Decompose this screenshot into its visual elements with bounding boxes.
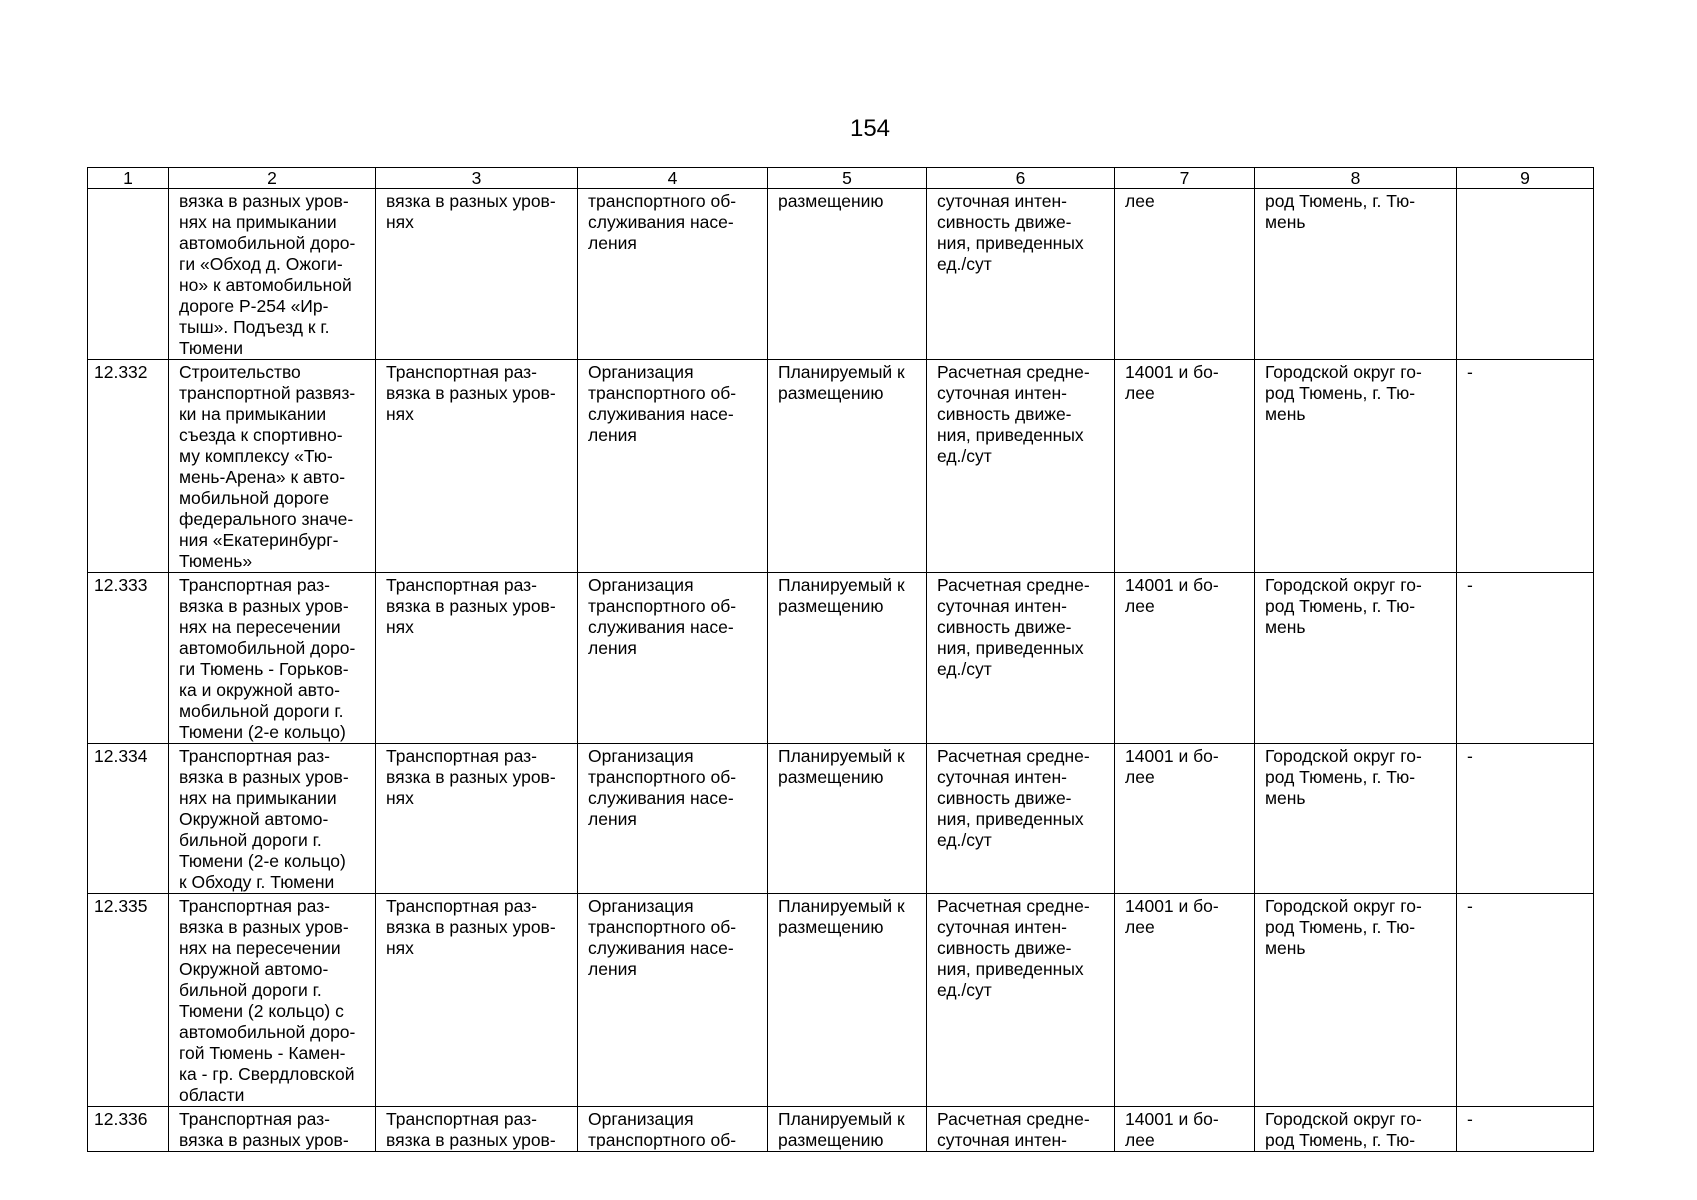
cell-text: 14001 и бо- лее bbox=[1125, 896, 1219, 937]
cell-text: - bbox=[1467, 896, 1473, 916]
cell-text: Транспортная раз- вязка в разных уров- нях bbox=[386, 746, 556, 808]
cell-text: 12.334 bbox=[94, 746, 148, 766]
cell-text: Расчетная средне- суточная интен- bbox=[937, 1109, 1090, 1150]
cell-text: Организация транспортного об- служивания насе- ления bbox=[588, 575, 737, 658]
table-cell-value bbox=[1115, 1107, 1255, 1152]
cell-text: Расчетная средне- суточная интен- сивность движе- ния, приведенных ед./сут bbox=[937, 362, 1090, 466]
table-row bbox=[88, 894, 1594, 1107]
table-row bbox=[88, 1107, 1594, 1152]
cell-text: Расчетная средне- суточная интен- сивность движе- ния, приведенных ед./сут bbox=[937, 746, 1090, 850]
cell-text: - bbox=[1467, 575, 1473, 595]
cell-text: 12.333 bbox=[94, 575, 148, 595]
cell-text: Планируемый к размещению bbox=[778, 746, 905, 787]
cell-text: 12.335 bbox=[94, 896, 148, 916]
table-cell-value bbox=[1115, 360, 1255, 573]
table-cell-zone bbox=[1457, 189, 1594, 360]
cell-text: вязка в разных уров- нях bbox=[386, 191, 556, 232]
table-cell-type bbox=[376, 1107, 578, 1152]
cell-text: Городской округ го- род Тюмень, г. Тю- мень bbox=[1265, 896, 1422, 958]
table-row bbox=[88, 189, 1594, 360]
column-header-7: 7 bbox=[1115, 168, 1255, 189]
cell-text: лее bbox=[1125, 191, 1155, 211]
column-header-1: 1 bbox=[88, 168, 169, 189]
cell-text: 12.332 bbox=[94, 362, 148, 382]
table-cell-purpose bbox=[578, 1107, 768, 1152]
column-header-9: 9 bbox=[1457, 168, 1594, 189]
table-cell-number bbox=[88, 573, 169, 744]
table-cell-characteristic bbox=[927, 744, 1115, 894]
table-cell-characteristic bbox=[927, 894, 1115, 1107]
table-cell-value bbox=[1115, 894, 1255, 1107]
table-cell-zone bbox=[1457, 894, 1594, 1107]
cell-text: род Тюмень, г. Тю- мень bbox=[1265, 191, 1416, 232]
table-cell-purpose bbox=[578, 894, 768, 1107]
cell-text: Организация транспортного об- bbox=[588, 1109, 737, 1150]
cell-text: Организация транспортного об- служивания насе- ления bbox=[588, 746, 737, 829]
table-cell-location bbox=[1255, 1107, 1457, 1152]
data-table bbox=[87, 167, 1594, 1152]
cell-text: Расчетная средне- суточная интен- сивность движе- ния, приведенных ед./сут bbox=[937, 575, 1090, 679]
table-cell-name bbox=[169, 1107, 376, 1152]
cell-text: Городской округ го- род Тюмень, г. Тю- мень bbox=[1265, 575, 1422, 637]
table-cell-characteristic bbox=[927, 360, 1115, 573]
table-cell-purpose bbox=[578, 744, 768, 894]
table-cell-name bbox=[169, 360, 376, 573]
table-cell-value bbox=[1115, 744, 1255, 894]
cell-text: 14001 и бо- лее bbox=[1125, 575, 1219, 616]
page-number: 154 bbox=[849, 115, 891, 142]
cell-text: 14001 и бо- лее bbox=[1125, 746, 1219, 787]
cell-text: Городской округ го- род Тюмень, г. Тю- bbox=[1265, 1109, 1422, 1150]
cell-text: Планируемый к размещению bbox=[778, 1109, 905, 1150]
cell-text: Транспортная раз- вязка в разных уров- нях bbox=[386, 362, 556, 424]
table-cell-status bbox=[768, 894, 927, 1107]
table-cell-location bbox=[1255, 360, 1457, 573]
cell-text: - bbox=[1467, 1109, 1473, 1129]
table-cell-location bbox=[1255, 573, 1457, 744]
table-cell-location bbox=[1255, 744, 1457, 894]
header-row bbox=[88, 168, 1594, 189]
cell-text: - bbox=[1467, 746, 1473, 766]
column-header-5: 5 bbox=[768, 168, 927, 189]
cell-text: Городской округ го- род Тюмень, г. Тю- мень bbox=[1265, 362, 1422, 424]
table-cell-status bbox=[768, 360, 927, 573]
table-row bbox=[88, 573, 1594, 744]
cell-text: Транспортная раз- вязка в разных уров- нях на пересечении Окружной автомо- бильной дороги г. Тюмени (2 кольцо) с автомобильной доро- гой Тюмень - Камен- ка - гр. Свердловской области bbox=[179, 896, 356, 1105]
cell-text: Планируемый к размещению bbox=[778, 575, 905, 616]
table-cell-name bbox=[169, 189, 376, 360]
table-cell-zone bbox=[1457, 744, 1594, 894]
table-cell-type bbox=[376, 189, 578, 360]
cell-text: 14001 и бо- лее bbox=[1125, 1109, 1219, 1150]
table-cell-value bbox=[1115, 573, 1255, 744]
table-cell-status bbox=[768, 744, 927, 894]
cell-text: Планируемый к размещению bbox=[778, 896, 905, 937]
table-cell-location bbox=[1255, 894, 1457, 1107]
table-cell-type bbox=[376, 894, 578, 1107]
cell-text: Транспортная раз- вязка в разных уров- bbox=[179, 1109, 349, 1150]
cell-text: Городской округ го- род Тюмень, г. Тю- мень bbox=[1265, 746, 1422, 808]
cell-text: Транспортная раз- вязка в разных уров- нях на пересечении автомобильной доро- ги Тюмень - Горьков- ка и окружной авто- мобильной дороги г. Тюмени (2-е кольцо) bbox=[179, 575, 356, 742]
table-cell-purpose bbox=[578, 573, 768, 744]
table-cell-characteristic bbox=[927, 573, 1115, 744]
cell-text: Транспортная раз- вязка в разных уров- bbox=[386, 1109, 556, 1150]
table-cell-zone bbox=[1457, 1107, 1594, 1152]
column-header-6: 6 bbox=[927, 168, 1115, 189]
table-cell-purpose bbox=[578, 189, 768, 360]
cell-text: суточная интен- сивность движе- ния, приведенных ед./сут bbox=[937, 191, 1084, 274]
table-cell-zone bbox=[1457, 360, 1594, 573]
table-cell-number bbox=[88, 360, 169, 573]
cell-text: транспортного об- служивания насе- ления bbox=[588, 191, 737, 253]
column-header-3: 3 bbox=[376, 168, 578, 189]
table-cell-location bbox=[1255, 189, 1457, 360]
table-cell-type bbox=[376, 573, 578, 744]
cell-text: Организация транспортного об- служивания насе- ления bbox=[588, 362, 737, 445]
cell-text: Транспортная раз- вязка в разных уров- нях на примыкании Окружной автомо- бильной дороги г. Тюмени (2-е кольцо) к Обходу г. Тюмени bbox=[179, 746, 349, 892]
column-header-2: 2 bbox=[169, 168, 376, 189]
cell-text: Планируемый к размещению bbox=[778, 362, 905, 403]
table-row bbox=[88, 360, 1594, 573]
column-header-8: 8 bbox=[1255, 168, 1457, 189]
table-cell-status bbox=[768, 189, 927, 360]
table-cell-name bbox=[169, 744, 376, 894]
cell-text: Транспортная раз- вязка в разных уров- нях bbox=[386, 896, 556, 958]
table-cell-number bbox=[88, 189, 169, 360]
cell-text: Расчетная средне- суточная интен- сивность движе- ния, приведенных ед./сут bbox=[937, 896, 1090, 1000]
cell-text: Транспортная раз- вязка в разных уров- нях bbox=[386, 575, 556, 637]
table-cell-value bbox=[1115, 189, 1255, 360]
cell-text: - bbox=[1467, 362, 1473, 382]
table-cell-characteristic bbox=[927, 1107, 1115, 1152]
table-cell-name bbox=[169, 573, 376, 744]
table-cell-status bbox=[768, 1107, 927, 1152]
table-cell-type bbox=[376, 360, 578, 573]
table-cell-purpose bbox=[578, 360, 768, 573]
table-cell-type bbox=[376, 744, 578, 894]
cell-text: 14001 и бо- лее bbox=[1125, 362, 1219, 403]
cell-text: 12.336 bbox=[94, 1109, 148, 1129]
cell-text: Строительство транспортной развяз- ки на примыкании съезда к спортивно- му комплексу «Тю- мень-Арена» к авто- мобильной дороге федерального значе- ния «Екатеринбург- Тюмень» bbox=[179, 362, 356, 571]
table-cell-number bbox=[88, 1107, 169, 1152]
cell-text: Организация транспортного об- служивания насе- ления bbox=[588, 896, 737, 979]
table-cell-number bbox=[88, 744, 169, 894]
table-cell-characteristic bbox=[927, 189, 1115, 360]
column-header-4: 4 bbox=[578, 168, 768, 189]
table-cell-number bbox=[88, 894, 169, 1107]
cell-text: вязка в разных уров- нях на примыкании автомобильной доро- ги «Обход д. Ожоги- но» к автомобильной дороге Р-254 «Ир- тыш». Подъезд к г. Тюмени bbox=[179, 191, 356, 358]
table-cell-zone bbox=[1457, 573, 1594, 744]
table-row bbox=[88, 744, 1594, 894]
table-cell-name bbox=[169, 894, 376, 1107]
table-cell-status bbox=[768, 573, 927, 744]
cell-text: размещению bbox=[778, 191, 884, 211]
